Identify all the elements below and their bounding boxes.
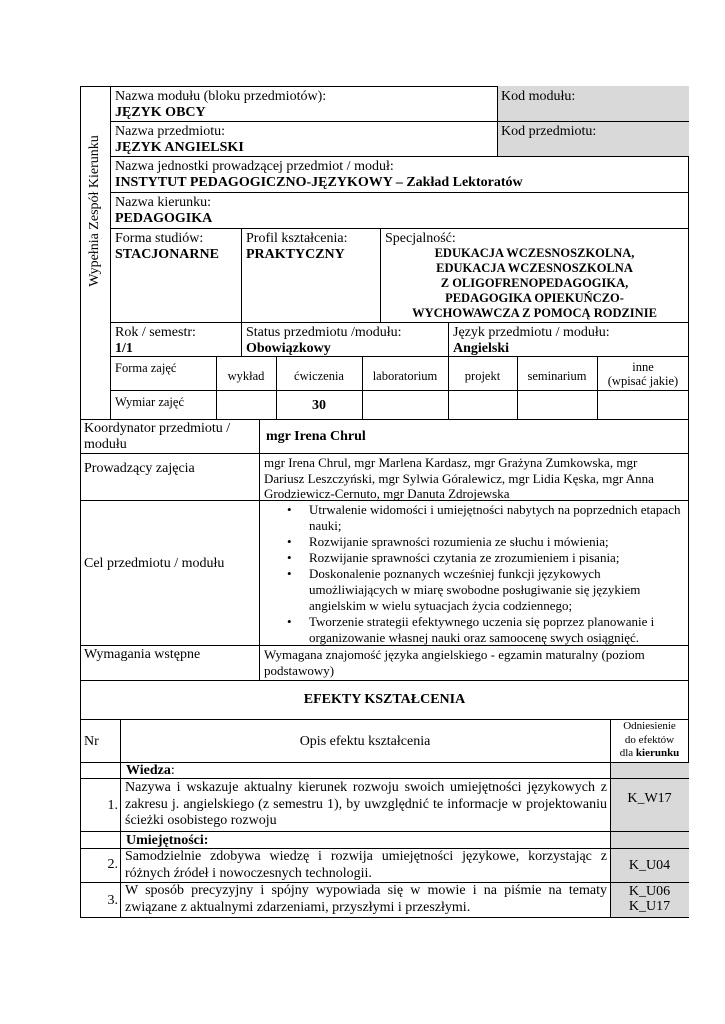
language-label: Język przedmiotu / modułu: — [453, 325, 610, 340]
field-value: PEDAGOGIKA — [115, 211, 213, 226]
coordinator-label: Koordynator przedmiotu / modułu — [84, 421, 231, 452]
col-description: Opis efektu kształcenia — [299, 734, 431, 749]
profile-value: PRAKTYCZNY — [246, 247, 345, 262]
effect-text: Nazywa i wskazuje aktualny kierunek rozwoju swoich umiejętności językowych z zakresu j. angielskiego (z semestru 1), by uwzględnić te informacje w projektowaniu ścieżki osobistego rozwoju — [125, 780, 607, 828]
effect-ref: K_U06 K_U17 — [628, 884, 671, 914]
year-label: Rok / semestr: — [115, 325, 196, 340]
effect-text: Samodzielnie zdobywa wiedzę i rozwija umiejętności językowe, korzystając z różnych źródeł i nowoczesnych technologii. — [125, 849, 607, 881]
module-label: Nazwa modułu (bloku przedmiotów): — [115, 89, 327, 104]
goals-list — [265, 502, 685, 646]
effect-ref: K_U04 — [628, 858, 671, 873]
profile-label: Profil kształcenia: — [246, 231, 348, 246]
effect-nr: 2. — [107, 857, 118, 872]
field-label: Nazwa kierunku: — [115, 195, 212, 210]
col-seminar: seminarium — [527, 369, 587, 383]
unit-label: Nazwa jednostki prowadzącej przedmiot / moduł: — [115, 159, 394, 174]
teachers-label: Prowadzący zajęcia — [84, 461, 195, 476]
requirements-value: Wymagana znajomość języka angielskiego - egzamin maturalny (poziom podstawowy) — [264, 647, 645, 678]
effect-nr: 1. — [107, 798, 118, 813]
goals-label: Cel przedmiotu / modułu — [84, 556, 225, 571]
skills-header: Umiejętności: — [126, 833, 209, 848]
goal-item: • Utrwalenie widomości i umiejętności nabytych na poprzednich etapach nauki; — [309, 502, 685, 534]
col-exercises: ćwiczenia — [294, 369, 344, 383]
class-hours-label: Wymiar zajęć — [115, 395, 184, 409]
study-form-label: Forma studiów: — [115, 231, 204, 246]
class-form-label: Forma zajęć — [115, 361, 177, 375]
requirements-label: Wymagania wstępne — [84, 647, 201, 662]
goal-item: • Tworzenie strategii efektywnego uczenia się poprzez planowanie i organizowanie własnej nauki oraz samoocenę swych osiągnięć. — [309, 614, 685, 646]
status-value: Obowiązkowy — [246, 341, 331, 356]
effect-ref: K_W17 — [627, 791, 672, 806]
goal-item: • Rozwijanie sprawności rozumienia ze słuchu i mówienia; — [309, 534, 685, 550]
col-nr: Nr — [84, 734, 99, 749]
language-value: Angielski — [453, 341, 510, 356]
col-lecture: wykład — [227, 369, 265, 383]
col-project: projekt — [464, 369, 501, 383]
col-other: inne (wpisać jakie) — [607, 360, 679, 388]
teachers-value: mgr Irena Chrul, mgr Marlena Kardasz, mgr Grażyna Zumkowska, mgr Dariusz Leszczyński, mgr Sylwia Góralewicz, mgr Lidia Kęska, mgr Anna Grodziewicz-Cernuto, mgr Danuta Zdrojewska — [264, 455, 654, 501]
effects-title: EFEKTY KSZTAŁCENIA — [303, 692, 466, 707]
year-value: 1/1 — [115, 341, 133, 356]
goal-item: • Doskonalenie poznanych wcześniej funkcji językowych umożliwiających w miarę swobodne posługiwanie się językiem angielskim w wielu sytuacjach życia codziennego; — [309, 566, 685, 614]
col-reference: Odniesienie do efektów dla kierunku — [619, 720, 680, 759]
module-value: JĘZYK OBCY — [115, 105, 206, 120]
subject-label: Nazwa przedmiotu: — [115, 124, 226, 139]
knowledge-header: Wiedza: — [126, 763, 175, 778]
status-label: Status przedmiotu /modułu: — [246, 325, 402, 340]
goal-item: • Rozwijanie sprawności czytania ze zrozumieniem i pisania; — [309, 550, 685, 566]
study-form-value: STACJONARNE — [115, 247, 219, 262]
unit-value: INSTYTUT PEDAGOGICZNO-JĘZYKOWY – Zakład Lektoratów — [115, 175, 523, 190]
subject-code-label: Kod przedmiotu: — [501, 124, 597, 139]
hours-exercises: 30 — [312, 398, 326, 413]
col-laboratory: laboratorium — [372, 369, 438, 383]
effect-nr: 3. — [107, 893, 118, 908]
specialty-values: EDUKACJA WCZESNOSZKOLNA, EDUKACJA WCZESNOSZKOLNA Z OLIGOFRENOPEDAGOGIKA, PEDAGOGIKA OPIEKUŃCZO- WYCHOWAWCZA Z POMOCĄ RODZINIE — [412, 246, 657, 320]
side-label: Wypełnia Zespół Kierunku — [87, 135, 102, 287]
coordinator-value: mgr Irena Chrul — [266, 429, 366, 444]
specialty-label: Specjalność: — [385, 231, 456, 246]
effect-text: W sposób precyzyjny i spójny wypowiada się w mowie i na piśmie na tematy związane z aktualnymi zdarzeniami, przyszłymi i przeszłymi. — [125, 883, 607, 915]
subject-value: JĘZYK ANGIELSKI — [115, 140, 244, 155]
module-code-label: Kod modułu: — [501, 89, 576, 104]
